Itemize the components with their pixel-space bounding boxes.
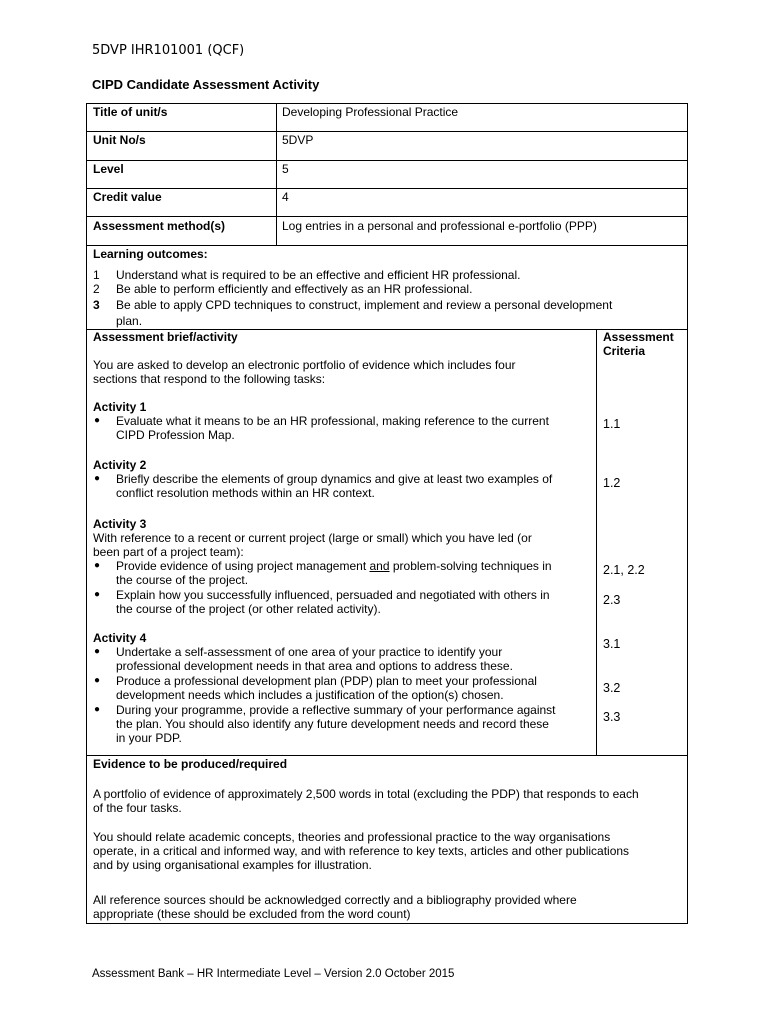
credit-value-label: Credit value	[93, 190, 162, 204]
activity-3-title: Activity 3	[93, 517, 147, 531]
criteria-value: 1.1	[603, 417, 621, 431]
assessment-method-value: Log entries in a personal and professional e-portfolio (PPP)	[282, 219, 597, 233]
row-divider	[87, 216, 687, 217]
activity-1-title: Activity 1	[93, 400, 147, 414]
row-divider	[87, 245, 687, 246]
outcome-text: Be able to perform efficiently and effectively as an HR professional.	[116, 282, 473, 296]
activity-text: With reference to a recent or current project (large or small) which you have led (or	[93, 531, 532, 545]
row-divider	[87, 755, 687, 756]
activity-text: been part of a project team):	[93, 545, 244, 559]
column-divider	[276, 104, 277, 245]
evidence-text: of the four tasks.	[93, 801, 182, 815]
activity-text: Explain how you successfully influenced, persuaded and negotiated with others in	[116, 588, 550, 602]
activity-text: CIPD Profession Map.	[116, 428, 235, 442]
column-divider	[596, 329, 597, 755]
activity-text: Provide evidence of using project management and problem-solving techniques in	[116, 559, 552, 573]
level-value: 5	[282, 162, 289, 176]
outcome-number: 2	[93, 282, 100, 296]
criteria-value: 3.3	[603, 710, 621, 724]
credit-value-value: 4	[282, 190, 289, 204]
activity-text: development needs which includes a justification of the option(s) chosen.	[116, 688, 504, 702]
row-divider	[87, 188, 687, 189]
page-footer: Assessment Bank – HR Intermediate Level – Version 2.0 October 2015	[92, 968, 455, 980]
bullet-icon: ●	[94, 415, 101, 426]
activity-text: Produce a professional development plan (PDP) plan to meet your professional	[116, 674, 537, 688]
activity-text: the plan. You should also identify any future development needs and record these	[116, 717, 549, 731]
evidence-text: All reference sources should be acknowledged correctly and a bibliography provided where	[93, 893, 577, 907]
activity-text: During your programme, provide a reflective summary of your performance against	[116, 703, 556, 717]
bullet-icon: ●	[94, 675, 101, 686]
evidence-text: appropriate (these should be excluded from the word count)	[93, 907, 411, 921]
activity-text: Briefly describe the elements of group dynamics and give at least two examples of	[116, 472, 553, 486]
activity-2-title: Activity 2	[93, 458, 147, 472]
brief-intro: sections that respond to the following tasks:	[93, 372, 326, 386]
criteria-value: 2.1, 2.2	[603, 563, 645, 577]
assessment-table	[86, 103, 688, 924]
evidence-text: and by using organisational examples for illustration.	[93, 858, 372, 872]
row-divider	[87, 160, 687, 161]
brief-heading: Assessment brief/activity	[93, 330, 238, 344]
activity-text: the course of the project (or other related activity).	[116, 602, 381, 616]
criteria-value: 3.2	[603, 681, 621, 695]
learning-outcomes-heading: Learning outcomes:	[93, 247, 208, 261]
unit-title-value: Developing Professional Practice	[282, 105, 459, 119]
activity-text: the course of the project.	[116, 573, 249, 587]
unit-no-value: 5DVP	[282, 133, 314, 147]
criteria-heading: Criteria	[603, 344, 646, 358]
outcome-text: Be able to apply CPD techniques to construct, implement and review a personal development	[116, 298, 613, 312]
activity-text: Evaluate what it means to be an HR professional, making reference to the current	[116, 414, 549, 428]
criteria-heading: Assessment	[603, 330, 674, 344]
criteria-value: 2.3	[603, 593, 621, 607]
bullet-icon: ●	[94, 589, 101, 600]
brief-intro: You are asked to develop an electronic portfolio of evidence which includes four	[93, 358, 516, 372]
bullet-icon: ●	[94, 560, 101, 571]
unit-no-label: Unit No/s	[93, 133, 146, 147]
evidence-text: A portfolio of evidence of approximately 2,500 words in total (excluding the PDP) that responds to each	[93, 787, 639, 801]
activity-text: conflict resolution methods within an HR context.	[116, 486, 375, 500]
activity-4-title: Activity 4	[93, 631, 147, 645]
evidence-text: You should relate academic concepts, theories and professional practice to the way organisations	[93, 830, 611, 844]
document-title: CIPD Candidate Assessment Activity	[92, 77, 320, 92]
row-divider	[87, 131, 687, 132]
unit-title-label: Title of unit/s	[93, 105, 168, 119]
outcome-text: Understand what is required to be an effective and efficient HR professional.	[116, 268, 521, 282]
level-label: Level	[93, 162, 124, 176]
outcome-number: 1	[93, 268, 100, 282]
outcome-text: plan.	[116, 314, 143, 328]
assessment-method-label: Assessment method(s)	[93, 219, 226, 233]
document-code: 5DVP IHR101001 (QCF)	[92, 43, 245, 58]
evidence-text: operate, in a critical and informed way, and with reference to key texts, articles and other publications	[93, 844, 630, 858]
bullet-icon: ●	[94, 704, 101, 715]
criteria-value: 3.1	[603, 637, 621, 651]
bullet-icon: ●	[94, 646, 101, 657]
activity-text: Undertake a self-assessment of one area of your practice to identify your	[116, 645, 503, 659]
evidence-heading: Evidence to be produced/required	[93, 757, 288, 771]
bullet-icon: ●	[94, 473, 101, 484]
activity-text: in your PDP.	[116, 731, 182, 745]
outcome-number: 3	[93, 298, 100, 312]
activity-text: professional development needs in that area and options to address these.	[116, 659, 513, 673]
criteria-value: 1.2	[603, 476, 621, 490]
